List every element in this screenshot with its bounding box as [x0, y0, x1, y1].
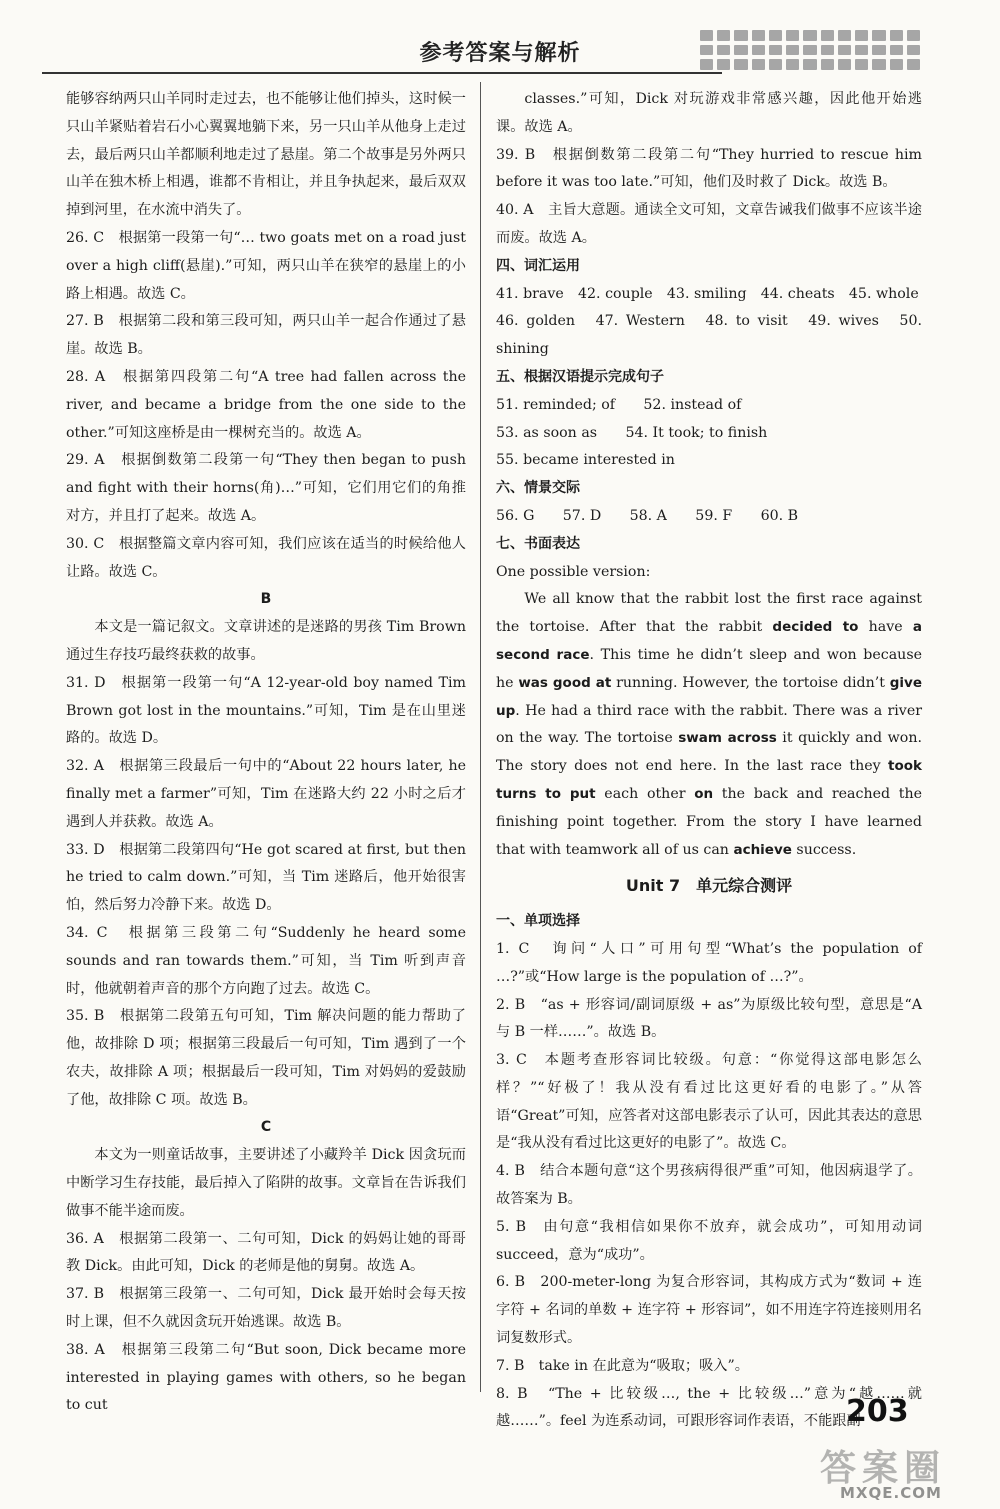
essay-keyphrase: decided to	[772, 619, 859, 636]
answer-paragraph: 40. A 主旨大意题。通读全文可知，文章告诫我们做事不应该半途而废。故选 A。	[496, 202, 922, 246]
header-block	[786, 45, 799, 56]
essay-keyphrase: a second race	[496, 619, 922, 663]
header-block	[872, 30, 885, 41]
header-block	[717, 45, 730, 56]
header-block	[717, 59, 730, 70]
answer-paragraph: 35. B 根据第二段第五句可知，Tim 解决问题的能力帮助了他，故排除 D 项；根据第三段最后一句可知，Tim 遇到了一个农夫，故排除 A 项；根据最后一段可知，Tim 对妈妈的爱鼓励了他，故排除 C 项。故选 B。	[66, 1008, 466, 1108]
essay-keyphrase: was good at	[518, 674, 612, 691]
header-block	[821, 45, 834, 56]
header-block	[890, 59, 903, 70]
header-rule	[42, 72, 722, 74]
header-block	[786, 59, 799, 70]
section-heading: 一、单项选择	[496, 913, 580, 930]
essay-keyphrase: give up	[496, 674, 922, 719]
header-block	[803, 45, 816, 56]
header-block	[734, 45, 747, 56]
answer-paragraph: 29. A 根据倒数第二段第一句“They then began to push and fight with their horns(角)…”可知，它们用它们的角推对方，并且打了起来。故选 A。	[66, 452, 466, 524]
section-heading: 四、词汇运用	[496, 257, 580, 274]
header-block	[734, 30, 747, 41]
left-column	[66, 86, 466, 1420]
answers-unit6-end	[496, 86, 922, 586]
answer-paragraph: 30. C 根据整篇文章内容可知，我们应该在适当的时候给他人让路。故选 C。	[66, 535, 466, 580]
header-block	[700, 45, 713, 56]
answer-paragraph: 28. A 根据第四段第二句“A tree had fallen across the river, and became a bridge from the one side to the other.”可知这座桥是由一棵树充当的。故选 A。	[66, 368, 466, 441]
section-heading: 七、书面表达	[496, 535, 580, 552]
header-block	[907, 30, 920, 41]
header-title: 参考答案与解析	[419, 41, 581, 66]
column-divider	[480, 82, 481, 1392]
header-block	[700, 30, 713, 41]
answer-paragraph: 26. C 根据第一段第一句“… two goats met on a road just over a high cliff(悬崖).”可知，两只山羊在狭窄的悬崖上的小路上相遇。故选 C。	[66, 229, 466, 302]
header-block	[752, 59, 765, 70]
page-number: 203	[846, 1394, 909, 1429]
header-block	[872, 59, 885, 70]
essay-text: have	[858, 619, 913, 636]
essay-text: success.	[791, 841, 857, 858]
header-block	[769, 59, 782, 70]
header-block	[838, 45, 851, 56]
page-header	[0, 0, 1000, 80]
header-decoration	[700, 30, 920, 70]
section-heading: 六、情景交际	[496, 480, 580, 497]
watermark-logo: 答案圈	[820, 1448, 947, 1489]
header-block	[890, 30, 903, 41]
header-block	[752, 30, 765, 41]
answer-paragraph: 31. D 根据第一段第一句“A 12-year-old boy named Tim Brown got lost in the mountains.”可知，Tim 是在山里迷路的。故选 D。	[66, 674, 466, 747]
header-block	[803, 59, 816, 70]
answer-paragraph: 本文是一篇记叙文。文章讲述的是迷路的男孩 Tim Brown 通过生存技巧最终获救的故事。	[66, 619, 466, 663]
header-block	[890, 45, 903, 56]
header-block	[907, 59, 920, 70]
answer-paragraph: 39. B 根据倒数第二段第二句“They hurried to rescue him before it was too late.”可知，他们及时救了 Dick。故选 B。	[496, 146, 922, 191]
answer-paragraph: classes.”可知，Dick 对玩游戏非常感兴趣，因此他开始逃课。故选 A。	[496, 91, 922, 135]
essay-text: each other	[595, 785, 695, 802]
answer-paragraph: 32. A 根据第三段最后一句中的“About 22 hours later, he finally met a farmer”可知，Tim 在迷路大约 22 小时之后才遇到人并获救。故选 A。	[66, 758, 466, 830]
essay-text: . This time he didn’t sleep and won because he	[496, 646, 922, 691]
passage-label: C	[260, 1119, 272, 1136]
answer-paragraph: 8. B “The + 比较级…, the + 比较级…”意为“越……就越……”。feel 为连系动词，可跟形容词作表语，不能跟副	[496, 1385, 922, 1430]
unit-title: Unit 7 单元综合测评	[625, 876, 793, 896]
header-block	[821, 59, 834, 70]
right-column	[496, 86, 922, 1436]
answer-paragraph: 51. reminded; of 52. instead of	[496, 396, 742, 413]
answer-paragraph: 27. B 根据第二段和第三段可知，两只山羊一起合作通过了悬崖。故选 B。	[66, 313, 466, 358]
essay-text: . He had a third race with the rabbit. There was a river on the way. The tortoise	[496, 702, 922, 747]
answer-paragraph: 4. B 结合本题句意“这个男孩病得很严重”可知，他因病退学了。故答案为 B。	[496, 1163, 922, 1208]
answer-paragraph: 6. B 200-meter-long 为复合形容词，其构成方式为“数词 + 连字符 + 名词的单数 + 连字符 + 形容词”，如不用连字符连接则用名词复数形式。	[496, 1274, 922, 1347]
essay-text: it quickly and won. The story does not end here. In the last race they	[496, 730, 922, 775]
header-block	[872, 45, 885, 56]
header-block	[769, 45, 782, 56]
answer-paragraph: 3. C 本题考查形容词比较级。句意：“你觉得这部电影怎么样？”“好极了！我从没有看过比这更好看的电影了。”从答语“Great”可知，应答者对这部电影表示了认可，因此其表达的意思是“我从没有看过比这更好的电影了”。故选 C。	[496, 1052, 922, 1152]
header-block	[752, 45, 765, 56]
header-block	[734, 59, 747, 70]
answer-paragraph: 本文为一则童话故事，主要讲述了小藏羚羊 Dick 因贪玩而中断学习生存技能，最后掉入了陷阱的故事。文章旨在告诉我们做事不能半途而废。	[66, 1147, 466, 1219]
header-block	[717, 30, 730, 41]
header-block	[700, 59, 713, 70]
header-block	[855, 59, 868, 70]
answer-paragraph: 33. D 根据第二段第四句“He got scared at first, but then he tried to calm down.”可知，当 Tim 迷路后，他开始很害怕，然后努力冷静下来。故选 D。	[66, 841, 466, 914]
essay-text: the back and reached the finishing point together. From the story I have learned that with teamwork all of us can	[496, 785, 923, 858]
answer-paragraph: 53. as soon as 54. It took; to finish	[496, 424, 768, 441]
header-block	[821, 30, 834, 41]
essay-text: running. However, the tortoise didn’t	[611, 674, 890, 691]
header-block	[803, 30, 816, 41]
passage-label: B	[260, 591, 272, 608]
essay-keyphrase: swam across	[678, 730, 777, 747]
header-block	[855, 30, 868, 41]
header-block	[907, 45, 920, 56]
header-block	[786, 30, 799, 41]
answer-paragraph: 36. A 根据第二段第一、二句可知，Dick 的妈妈让她的哥哥教 Dick。由此可知，Dick 的老师是他的舅舅。故选 A。	[66, 1230, 466, 1275]
answer-paragraph: 38. A 根据第三段第二句“But soon, Dick became more interested in playing games with others, so he began to cut	[66, 1341, 466, 1414]
answer-paragraph: 56. G 57. D 58. A 59. F 60. B	[496, 507, 799, 524]
section-heading: 五、根据汉语提示完成句子	[496, 368, 664, 385]
answers-unit7	[496, 908, 922, 1436]
header-block	[838, 30, 851, 41]
watermark	[820, 1440, 990, 1500]
essay-text: We all know that the rabbit lost the first race against the tortoise. After that the rabbit	[496, 591, 922, 636]
answer-paragraph: 46. golden 47. Western 48. to visit 49. wives 50. shining	[496, 313, 922, 358]
answer-paragraph: 41. brave 42. couple 43. smiling 44. cheats 45. whole	[496, 285, 919, 302]
answer-paragraph: One possible version:	[496, 563, 651, 580]
header-block	[838, 59, 851, 70]
answer-paragraph: 2. B “as + 形容词/副词原级 + as”为原级比较句型，意思是“A 与 B 一样……”。故选 B。	[496, 996, 922, 1041]
answer-paragraph: 1. C 询问“人口”可用句型“What’s the population of …?”或“How large is the population of …?”。	[496, 940, 922, 985]
answer-paragraph: 能够容纳两只山羊同时走过去，也不能够让他们掉头，这时候一只山羊紧贴着岩石小心翼翼地躺下来，另一只山羊从他身上走过去，最后两只山羊都顺利地走过了悬崖。第二个故事是另外两只山羊在独木桥上相遇，谁都不肯相让，并且争执起来，最后双双掉到河里，在水流中消失了。	[66, 91, 466, 219]
header-block	[769, 30, 782, 41]
essay-keyphrase: on	[694, 785, 714, 802]
header-block	[855, 45, 868, 56]
essay-keyphrase: achieve	[733, 841, 792, 858]
watermark-url: MXQE.COM	[840, 1484, 942, 1502]
answer-paragraph: 37. B 根据第三段第一、二句可知，Dick 最开始时会每天按时上课，但不久就因贪玩开始逃课。故选 B。	[66, 1286, 466, 1331]
answer-paragraph: 34. C 根据第三段第二句“Suddenly he heard some sounds and ran towards them.”可知，当 Tim 听到声音时，他就朝着声音的那个方向跑了过去。故选 C。	[66, 924, 466, 997]
answer-paragraph: 5. B 由句意“我相信如果你不放弃，就会成功”，可知用动词 succeed，意为“成功”。	[496, 1218, 922, 1263]
essay-keyphrase: took turns to put	[496, 758, 922, 802]
answer-paragraph: 55. became interested in	[496, 452, 675, 469]
essay-sample	[496, 586, 922, 864]
answer-paragraph: 7. B take in 在此意为“吸取；吸入”。	[496, 1357, 749, 1374]
